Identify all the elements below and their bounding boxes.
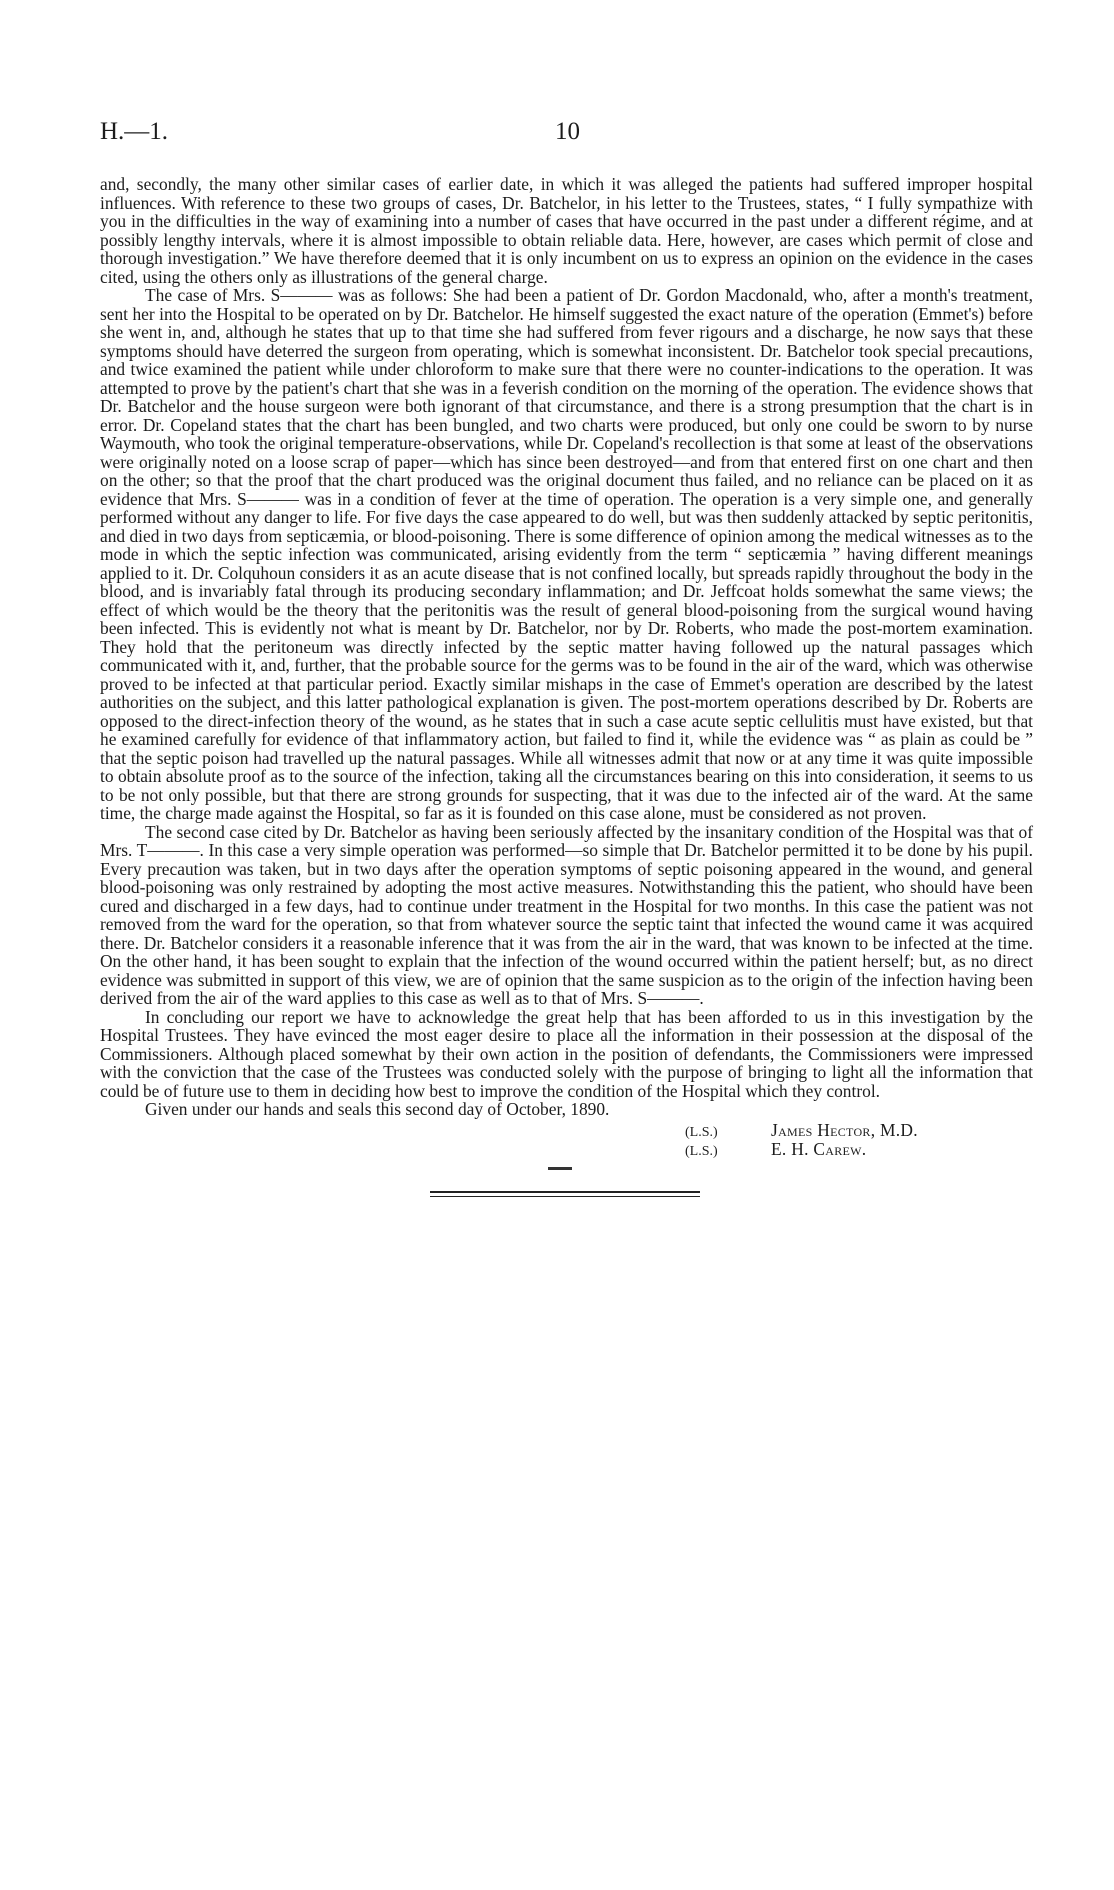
dated-line: Given under our hands and seals this second day of October, 1890. xyxy=(145,1099,610,1119)
signature-2 xyxy=(685,1140,1033,1161)
document-reference: H.—1. xyxy=(100,118,169,145)
end-rule-bottom xyxy=(430,1196,700,1197)
page-number: 10 xyxy=(555,118,580,145)
ornament-dash xyxy=(548,1167,572,1170)
paragraph-2: The case of Mrs. S——— was as follows: She had been a patient of Dr. Gordon Macdonald, who, after a month's treatment, sent her into the Hospital to be operated on by Dr. Batchelor. He himself suggested the exact nature of the operation (Emmet's) before she went in, and, although he states that up to that time she had suffered from fever rigours and a discharge, he now says that these symptoms should have deterred the surgeon from operating, which is somewhat inconsistent. Dr. Batchelor took special precautions, and twice examined the patient while under chloroform to make sure that there were no counter-indications to the operation. It was attempted to prove by the patient's chart that she was in a feverish condition on the morning of the operation. The evidence shows that Dr. Batchelor and the house surgeon were both ignorant of that circumstance, and there is a strong presumption that the chart is in error. Dr. Copeland states that the chart has been bungled, and two charts were produced, but only one could be sworn to by nurse Waymouth, who took the original temperature-observations, while Dr. Copeland's recollection is that some at least of the observations were originally noted on a loose scrap of paper—which has since been destroyed—and from that entered first on one chart and then on the other; so that the proof that the chart produced was the original document thus failed, and no reliance can be placed on it as evidence that Mrs. S——— was in a condition of fever at the time of operation. The operation is a very simple one, and generally performed without any danger to life. For five days the case appeared to do well, but was then suddenly attacked by septic peritonitis, and died in two days from septicæmia, or blood-poisoning. There is some difference of opinion among the medical witnesses as to the mode in which the septic infection was communicated, arising evidently from the term “ septicæmia ” having different meanings applied to it. Dr. Colquhoun considers it as an acute disease that is not confined locally, but spreads rapidly throughout the body in the blood, and is invariably fatal through its producing secondary inflammation; and Dr. Jeffcoat holds somewhat the same views; the effect of which would be the theory that the peritonitis was the result of general blood-poisoning from the surgical wound having been infected. This is evidently not what is meant by Dr. Batchelor, nor by Dr. Roberts, who made the post-mortem examination. They hold that the peritoneum was directly infected by the septic matter having followed up the natural passages which communicated with it, and, further, that the probable source for the germs was to be found in the air of the ward, which was otherwise proved to be infected at that particular period. Exactly similar mishaps in the case of Emmet's operation are described by the latest authorities on the subject, and this latter pathological explanation is given. The post-mortem operations described by Dr. Roberts are opposed to the direct-infection theory of the wound, as he states that in such a case acute septic cellulitis must have existed, but that he examined carefully for evidence of that inflammatory action, but failed to find it, while the evidence was “ as plain as could be ” that the septic poison had travelled up the natural passages. While all witnesses admit that now or at any time it was quite impossible to obtain absolute proof as to the source of the infection, taking all the circumstances bearing on this into consideration, it seems to us to be not only possible, but that there are strong grounds for suspecting, that it was due to the infected air of the ward. At the same time, the charge made against the Hospital, so far as it is founded on this case alone, must be considered as not proven. xyxy=(100,285,1033,823)
seal-mark: (L.S.) xyxy=(685,1143,718,1159)
paragraph-1: and, secondly, the many other similar cases of earlier date, in which it was alleged the patients had suffered improper hospital influences. With reference to these two groups of cases, Dr. Batchelor, in his letter to the Trustees, states, “ I fully sympathize with you in the difficulties in the way of examining into a number of cases that have occurred in the past under a different régime, and at possibly lengthy intervals, where it is almost impossible to obtain reliable data. Here, however, are cases which permit of close and thorough investigation.” We have therefore deemed that it is only incumbent on us to express an opinion on the evidence in the cases cited, using the others only as illustrations of the general charge. xyxy=(100,174,1033,287)
signature-block xyxy=(100,1121,1033,1161)
seal-mark: (L.S.) xyxy=(685,1124,718,1140)
signatory-name: James Hector, M.D. xyxy=(771,1119,918,1140)
page-header xyxy=(100,118,1033,158)
paragraph-4: In concluding our report we have to acknowledge the great help that has been afforded to us in this investigation by the Hospital Trustees. They have evinced the most eager desire to place all the information in their possession at the disposal of the Commissioners. Although placed somewhat by their own action in the position of defendants, the Commissioners were impressed with the conviction that the case of the Trustees was conducted solely with the purpose of bringing to light all the information that could be of future use to them in deciding how best to improve the condition of the Hospital which they control. xyxy=(100,1006,1033,1101)
paragraph-3: The second case cited by Dr. Batchelor as having been seriously affected by the insanitary condition of the Hospital was that of Mrs. T———. In this case a very simple operation was performed—so simple that Dr. Batchelor permitted it to be done by his pupil. Every precaution was taken, but in two days after the operation symptoms of septic poisoning appeared in the wound, and general blood-poisoning was only restrained by adopting the most active measures. Notwithstanding this the patient, who should have been cured and discharged in a few days, had to continue under treatment in the Hospital for two months. In this case the patient was not removed from the ward for the operation, so that from whatever source the septic taint that infected the wound came it was acquired there. Dr. Batchelor considers it a reasonable inference that it was from the air in the ward, that was known to be infected at the time. On the other hand, it has been sought to explain that the infection of the wound occurred within the patient herself; but, as no direct evidence was submitted in support of this view, we are of opinion that the same suspicion as to the origin of the infection having been derived from the air of the ward applies to this case as well as to that of Mrs. S———. xyxy=(100,821,1033,1008)
end-rule-top xyxy=(430,1191,700,1193)
report-body xyxy=(100,175,1033,1221)
signatory-name: E. H. Carew. xyxy=(771,1138,867,1159)
